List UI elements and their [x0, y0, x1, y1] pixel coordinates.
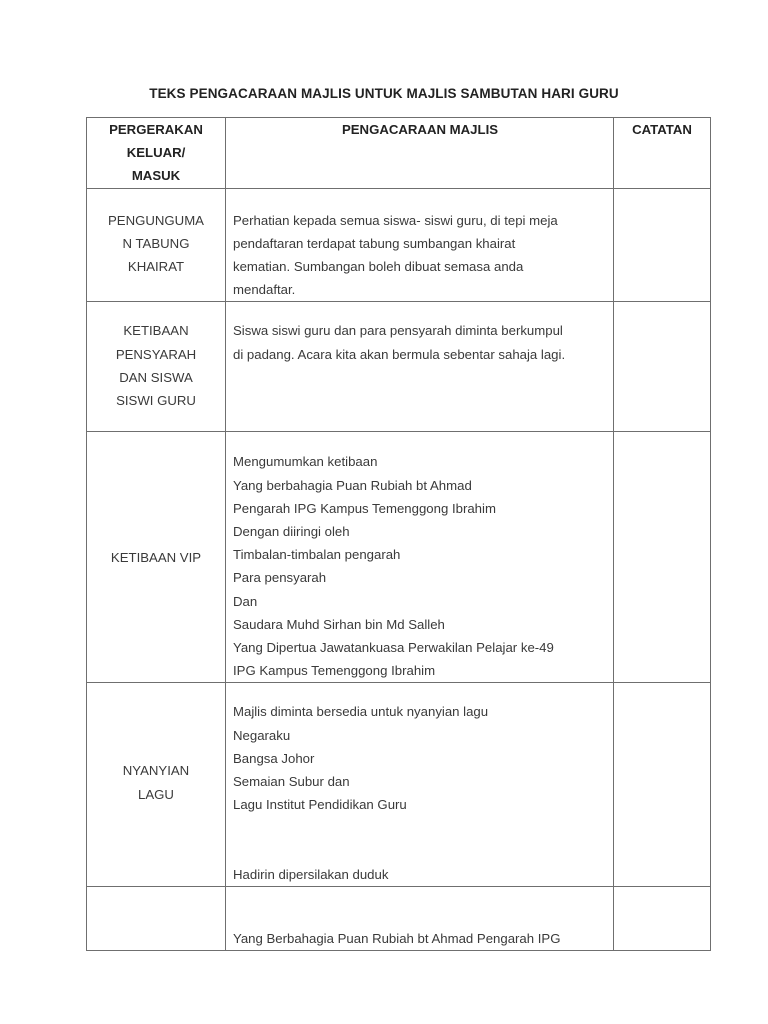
script-line: Siswa siswi guru dan para pensyarah diminta berkumpul — [233, 323, 563, 339]
header-movement — [87, 118, 226, 189]
notes-cell — [614, 302, 711, 432]
script-cell — [226, 432, 614, 683]
notes-cell — [614, 683, 711, 887]
table-header-row — [87, 118, 711, 189]
table-row — [87, 887, 711, 951]
script-cell — [226, 887, 614, 951]
table-row — [87, 302, 711, 432]
script-line: di padang. Acara kita akan bermula sebentar sahaja lagi. — [233, 346, 566, 362]
script-line: Dengan diiringi oleh — [233, 524, 350, 540]
script-line: mendaftar. — [233, 282, 296, 298]
movement-line: PENGUNGUMA — [108, 212, 204, 228]
movement-cell — [87, 683, 226, 887]
movement-line: KETIBAAN VIP — [110, 549, 202, 565]
header-movement-line: KELUAR/ — [126, 145, 186, 161]
script-line: Lagu Institut Pendidikan Guru — [233, 797, 407, 813]
script-line: Semaian Subur dan — [233, 774, 350, 790]
movement-line: DAN SISWA — [119, 369, 193, 385]
movement-line: KETIBAAN — [123, 323, 189, 339]
movement-line: LAGU — [138, 786, 174, 802]
script-line: Saudara Muhd Sirhan bin Md Salleh — [233, 616, 445, 632]
script-line — [233, 816, 607, 839]
script-line: Negaraku — [233, 727, 291, 743]
script-line: Hadirin dipersilakan duduk — [233, 866, 389, 882]
table-row — [87, 432, 711, 683]
script-line: Bangsa Johor — [233, 750, 315, 766]
header-notes-label: CATATAN — [632, 122, 692, 137]
script-line — [233, 840, 607, 863]
movement-line: NYANYIAN — [122, 763, 190, 779]
script-line: Mengumumkan ketibaan — [233, 454, 378, 470]
script-line: Yang Dipertua Jawatankuasa Perwakilan Pelajar ke-49 — [233, 640, 554, 656]
movement-line: KHAIRAT — [127, 259, 185, 275]
script-line: pendaftaran terdapat tabung sumbangan khairat — [233, 235, 516, 251]
document-title: TEKS PENGACARAAN MAJLIS UNTUK MAJLIS SAMBUTAN HARI GURU — [149, 86, 619, 101]
script-line: Pengarah IPG Kampus Temenggong Ibrahim — [233, 500, 496, 516]
header-script — [226, 118, 614, 189]
script-line: Dan — [233, 593, 258, 609]
movement-cell — [87, 887, 226, 951]
script-line: kematian. Sumbangan boleh dibuat semasa anda — [233, 259, 524, 275]
script-line: IPG Kampus Temenggong Ibrahim — [233, 663, 436, 679]
movement-cell — [87, 302, 226, 432]
script-line: Yang berbahagia Puan Rubiah bt Ahmad — [233, 477, 472, 493]
script-cell — [226, 188, 614, 302]
script-line: Para pensyarah — [233, 570, 327, 586]
movement-line: PENSYARAH — [115, 346, 197, 362]
script-line: Perhatian kepada semua siswa- siswi guru, di tepi meja — [233, 212, 558, 228]
notes-cell — [614, 432, 711, 683]
script-cell — [226, 683, 614, 887]
movement-line: SISWI GURU — [116, 393, 196, 409]
notes-cell — [614, 188, 711, 302]
script-line: Timbalan-timbalan pengarah — [233, 547, 401, 563]
script-cell — [226, 302, 614, 432]
movement-line: N TABUNG — [122, 235, 190, 251]
header-movement-line: MASUK — [131, 168, 181, 184]
header-notes — [614, 118, 711, 189]
script-table — [86, 117, 711, 951]
header-movement-line: PERGERAKAN — [109, 122, 203, 137]
header-script-label: PENGACARAAN MAJLIS — [341, 122, 499, 137]
table-row — [87, 683, 711, 887]
script-line: Yang Berbahagia Puan Rubiah bt Ahmad Pengarah IPG — [233, 931, 561, 947]
table-row — [87, 188, 711, 302]
movement-cell — [87, 188, 226, 302]
notes-cell — [614, 887, 711, 951]
script-line: Majlis diminta bersedia untuk nyanyian lagu — [233, 704, 489, 720]
movement-cell — [87, 432, 226, 683]
